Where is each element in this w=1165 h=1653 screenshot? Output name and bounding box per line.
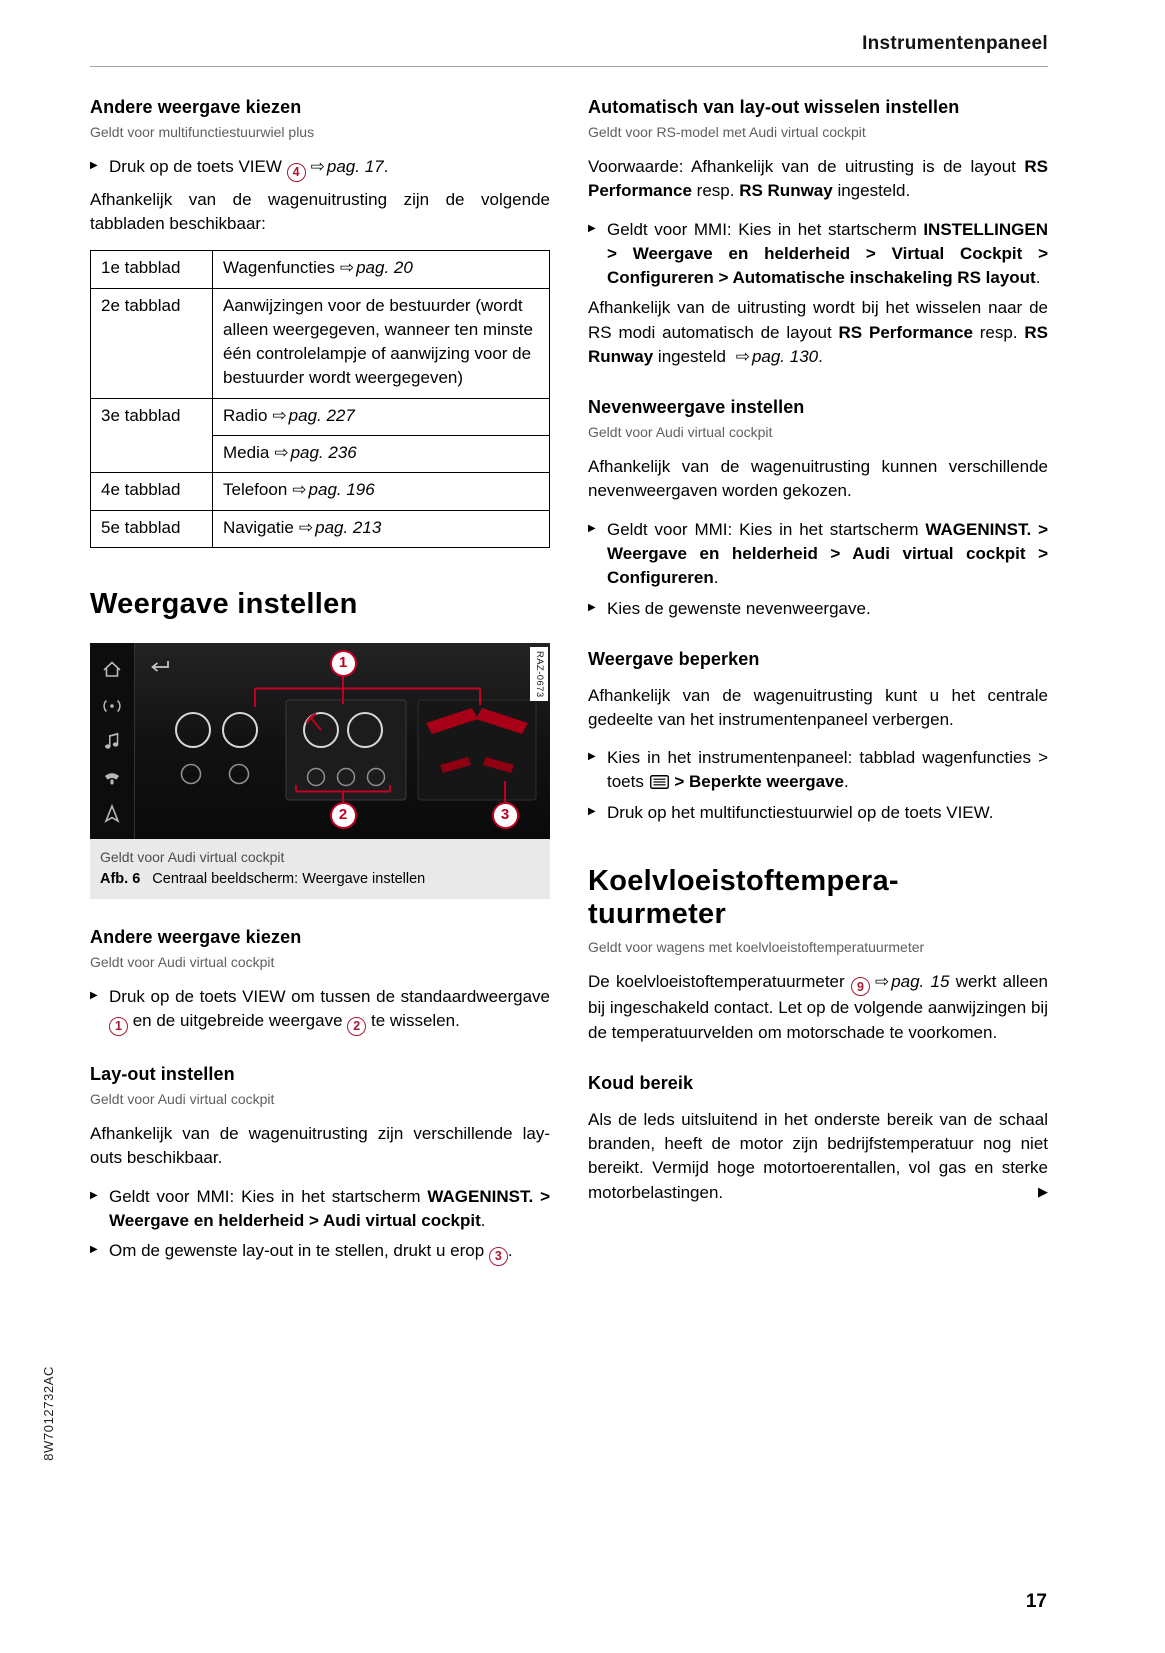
table-row: [91, 473, 550, 510]
figure-image: [90, 643, 550, 839]
bullet-triangle-icon: ▶: [90, 1244, 98, 1256]
page-ref-text: pag. 17: [326, 156, 384, 176]
callout-number-4: 4: [287, 163, 306, 182]
table-row: [91, 288, 550, 398]
tab-content-cell: Media ⇨ pag. 236: [213, 436, 550, 473]
callout-number-1: 1: [109, 1017, 128, 1036]
right-tile: [418, 700, 536, 800]
table-row: [91, 398, 550, 435]
continuation-arrow-icon: ▶: [1038, 1185, 1048, 1201]
section-layout-instellen: [90, 1062, 550, 1266]
bullet-triangle-icon: ▶: [588, 751, 596, 763]
instruction-bullet: [588, 597, 1048, 621]
paragraph: Afhankelijk van de uitrusting wordt bij het wisselen naar de RS modi automatisch de layout RS Performance resp. RS Runway ingesteld ⇨ pag. 130.: [588, 298, 1048, 367]
bullet-text: Druk op het multifunctiestuurwiel op de toets VIEW.: [607, 802, 994, 822]
page-reference-link[interactable]: ⇨ pag. 236: [274, 443, 357, 464]
page-section-title-koelvloeistof: Koelvloeistoftempera- tuurmeter: [588, 865, 899, 930]
page-reference-link[interactable]: ⇨ pag. 20: [339, 258, 413, 279]
document-code: 8W7012732AC: [41, 1366, 56, 1461]
ref-arrow-icon: ⇨: [339, 258, 355, 279]
section-koud-bereik: [588, 1071, 1048, 1205]
paragraph: Afhankelijk van de wagenuitrusting kunnen verschillende nevenweergaven worden gekozen.: [588, 457, 1048, 501]
instruction-bullet: [588, 746, 1048, 795]
list-button-icon: [650, 775, 669, 789]
instruction-bullet: [90, 155, 550, 182]
page-header-title: Instrumentenpaneel: [90, 30, 1048, 67]
section-heading: Koud bereik: [588, 1072, 694, 1093]
instruction-bullet: [588, 518, 1048, 591]
page-reference-link[interactable]: ⇨ pag. 213: [298, 517, 382, 538]
right-column: [588, 95, 1048, 1272]
page-reference-link[interactable]: ⇨ pag. 196: [292, 480, 375, 501]
instruction-bullet: [90, 985, 550, 1036]
callout-number-3: 3: [489, 1247, 508, 1266]
ref-arrow-icon: ⇨: [298, 517, 314, 538]
bullet-triangle-icon: ▶: [588, 601, 596, 613]
page-section-title-weergave-instellen: Weergave instellen: [90, 587, 358, 620]
left-column: [90, 95, 550, 1272]
applicability-note: Geldt voor RS-model met Audi virtual cockpit: [588, 123, 866, 140]
bullet-text: Kies de gewenste nevenweergave.: [607, 598, 871, 618]
menu-path: WAGENINST. > Weergave en helderheid > Audi virtual cockpit > Configureren: [607, 519, 1049, 588]
section-weergave-beperken: [588, 647, 1048, 825]
ref-arrow-icon: ⇨: [272, 405, 287, 426]
callout-number-2: 2: [347, 1017, 366, 1036]
ref-arrow-icon: ⇨: [735, 346, 750, 367]
applicability-note: Geldt voor Audi virtual cockpit: [588, 424, 773, 441]
applicability-note: Geldt voor Audi virtual cockpit: [90, 1090, 275, 1107]
callout-number-9: 9: [851, 977, 870, 996]
tab-name-cell: 5e tabblad: [91, 510, 213, 547]
instruction-bullet: [90, 1185, 550, 1234]
tab-overview-table: [90, 250, 550, 548]
section-heading: Andere weergave kiezen: [90, 97, 302, 118]
bullet-text: Kies in het instrumentenpaneel: tabblad wagenfuncties > toets > Beperkte weergave.: [607, 748, 1048, 792]
bullet-triangle-icon: ▶: [588, 222, 596, 234]
bullet-triangle-icon: ▶: [90, 159, 98, 171]
tab-name-cell: 4e tabblad: [91, 473, 213, 510]
tab-content-cell: Aanwijzingen voor de bestuurder (wordt alleen weergegeven, wanneer ten minste één controlelampje of aanwijzing voor de bestuurder wordt weergegeven): [213, 288, 550, 398]
virtual-cockpit-screen-image: [90, 643, 550, 839]
figure-image-code: RAZ-0673: [530, 647, 548, 702]
instruction-bullet: [588, 801, 1048, 825]
section-andere-weergave-stuurwiel: [90, 95, 550, 236]
table-row: [91, 251, 550, 288]
section-nevenweergave: [588, 395, 1048, 621]
table-row: [91, 510, 550, 547]
page-reference-link[interactable]: ⇨ pag. 227: [272, 405, 355, 426]
section-andere-weergave-cockpit: [90, 925, 550, 1036]
tab-name-cell: 2e tabblad: [91, 288, 213, 398]
figure-caption-text: Centraal beeldscherm: Weergave instellen: [152, 870, 426, 887]
bullet-text: Om de gewenste lay-out in te stellen, drukt u erop 3 .: [109, 1241, 513, 1260]
tab-content-cell: Radio ⇨ pag. 227: [213, 398, 550, 435]
paragraph: Als de leds uitsluitend in het onderste bereik van de schaal branden, heeft de motor zijn bedrijfstemperatuur nog niet bereikt. Vermijd hoge motortoerentallen, vol gas en sterke motorbelastingen. ▶: [588, 1109, 1048, 1202]
section-heading: Nevenweergave instellen: [588, 397, 805, 418]
figure-applicability-note: Geldt voor Audi virtual cockpit: [100, 848, 285, 865]
bullet-triangle-icon: ▶: [90, 990, 98, 1002]
two-column-layout: [90, 95, 1048, 1272]
page-reference-link[interactable]: [306, 157, 384, 176]
bullet-triangle-icon: ▶: [90, 1189, 98, 1201]
bullet-text: Geldt voor MMI: Kies in het startscherm WAGENINST. > Weergave en helderheid > Audi virtual cockpit > Configureren.: [607, 519, 1049, 588]
menu-path: WAGENINST. > Weergave en helderheid > Audi virtual cockpit: [109, 1186, 551, 1230]
section-koelvloeistoftemperatuurmeter: [588, 865, 1048, 1045]
paragraph: Voorwaarde: Afhankelijk van de uitrusting is de layout RS Performance resp. RS Runway ingesteld.: [588, 156, 1048, 201]
figure-callout-3: 3: [492, 802, 519, 829]
tab-content-cell: Telefoon ⇨ pag. 196: [213, 473, 550, 510]
tab-content-cell: Wagenfuncties ⇨ pag. 20: [213, 251, 550, 288]
page-reference-link[interactable]: ⇨ pag. 130: [735, 346, 819, 367]
bullet-triangle-icon: ▶: [588, 522, 596, 534]
bullet-text: Geldt voor MMI: Kies in het startscherm INSTELLINGEN > Weergave en helderheid > Virtual Cockpit > Configureren > Automatische inschakeling RS layout.: [607, 219, 1048, 288]
menu-path: INSTELLINGEN > Weergave en helderheid > Virtual Cockpit > Configureren > Automatische inschakeling RS layout: [607, 219, 1048, 288]
figure-callout-1: 1: [330, 650, 357, 677]
section-automatisch-wisselen: [588, 95, 1048, 369]
instruction-bullet: [90, 1239, 550, 1266]
paragraph: Afhankelijk van de wagenuitrusting zijn de volgende tabbladen beschikbaar:: [90, 189, 550, 233]
figure-6: [90, 643, 550, 900]
paragraph: De koelvloeistoftemperatuurmeter 9 ⇨ pag. 15 werkt alleen bij ingeschakeld contact. Let op de volgende aanwijzingen bij de temperatuurvelden om motorschade te voorkomen.: [588, 971, 1048, 1042]
figure-caption: [90, 839, 550, 900]
paragraph: Afhankelijk van de wagenuitrusting kunt u het centrale gedeelte van het instrumentenpaneel verbergen.: [588, 685, 1048, 729]
figure-number: Afb. 6: [100, 870, 141, 887]
bullet-text: Druk op de toets VIEW 4 ⇨ pag. 17.: [109, 157, 388, 176]
ref-arrow-icon: ⇨: [274, 443, 289, 464]
applicability-note: Geldt voor multifunctiestuurwiel plus: [90, 123, 315, 140]
figure-caption-line: [100, 869, 540, 890]
tab-name-cell: 3e tabblad: [91, 398, 213, 473]
ref-arrow-icon: ⇨: [310, 156, 325, 177]
bullet-triangle-icon: ▶: [588, 805, 596, 817]
page-number: 17: [1025, 1591, 1047, 1612]
bullet-text: Druk op de toets VIEW om tussen de standaardweergave 1 en de uitgebreide weergave 2 te wisselen.: [109, 987, 550, 1030]
applicability-note: Geldt voor wagens met koelvloeistoftemperatuurmeter: [588, 938, 925, 955]
paragraph: Afhankelijk van de wagenuitrusting zijn verschillende lay-outs beschikbaar.: [90, 1123, 550, 1168]
ref-arrow-icon: ⇨: [292, 480, 307, 501]
section-heading: Automatisch van lay-out wisselen instellen: [588, 97, 960, 118]
bullet-text: Geldt voor MMI: Kies in het startscherm WAGENINST. > Weergave en helderheid > Audi virtual cockpit.: [109, 1186, 551, 1230]
instruction-bullet: [588, 218, 1048, 291]
applicability-note: Geldt voor Audi virtual cockpit: [90, 954, 275, 971]
section-heading: Andere weergave kiezen: [90, 927, 302, 948]
section-heading: Lay-out instellen: [90, 1064, 235, 1085]
figure-callout-2: 2: [330, 802, 357, 829]
tab-content-cell: Navigatie ⇨ pag. 213: [213, 510, 550, 547]
section-heading: Weergave beperken: [588, 648, 760, 669]
page-reference-link[interactable]: ⇨ pag. 15: [874, 971, 950, 992]
tab-name-cell: 1e tabblad: [91, 251, 213, 288]
ref-arrow-icon: ⇨: [874, 971, 890, 992]
